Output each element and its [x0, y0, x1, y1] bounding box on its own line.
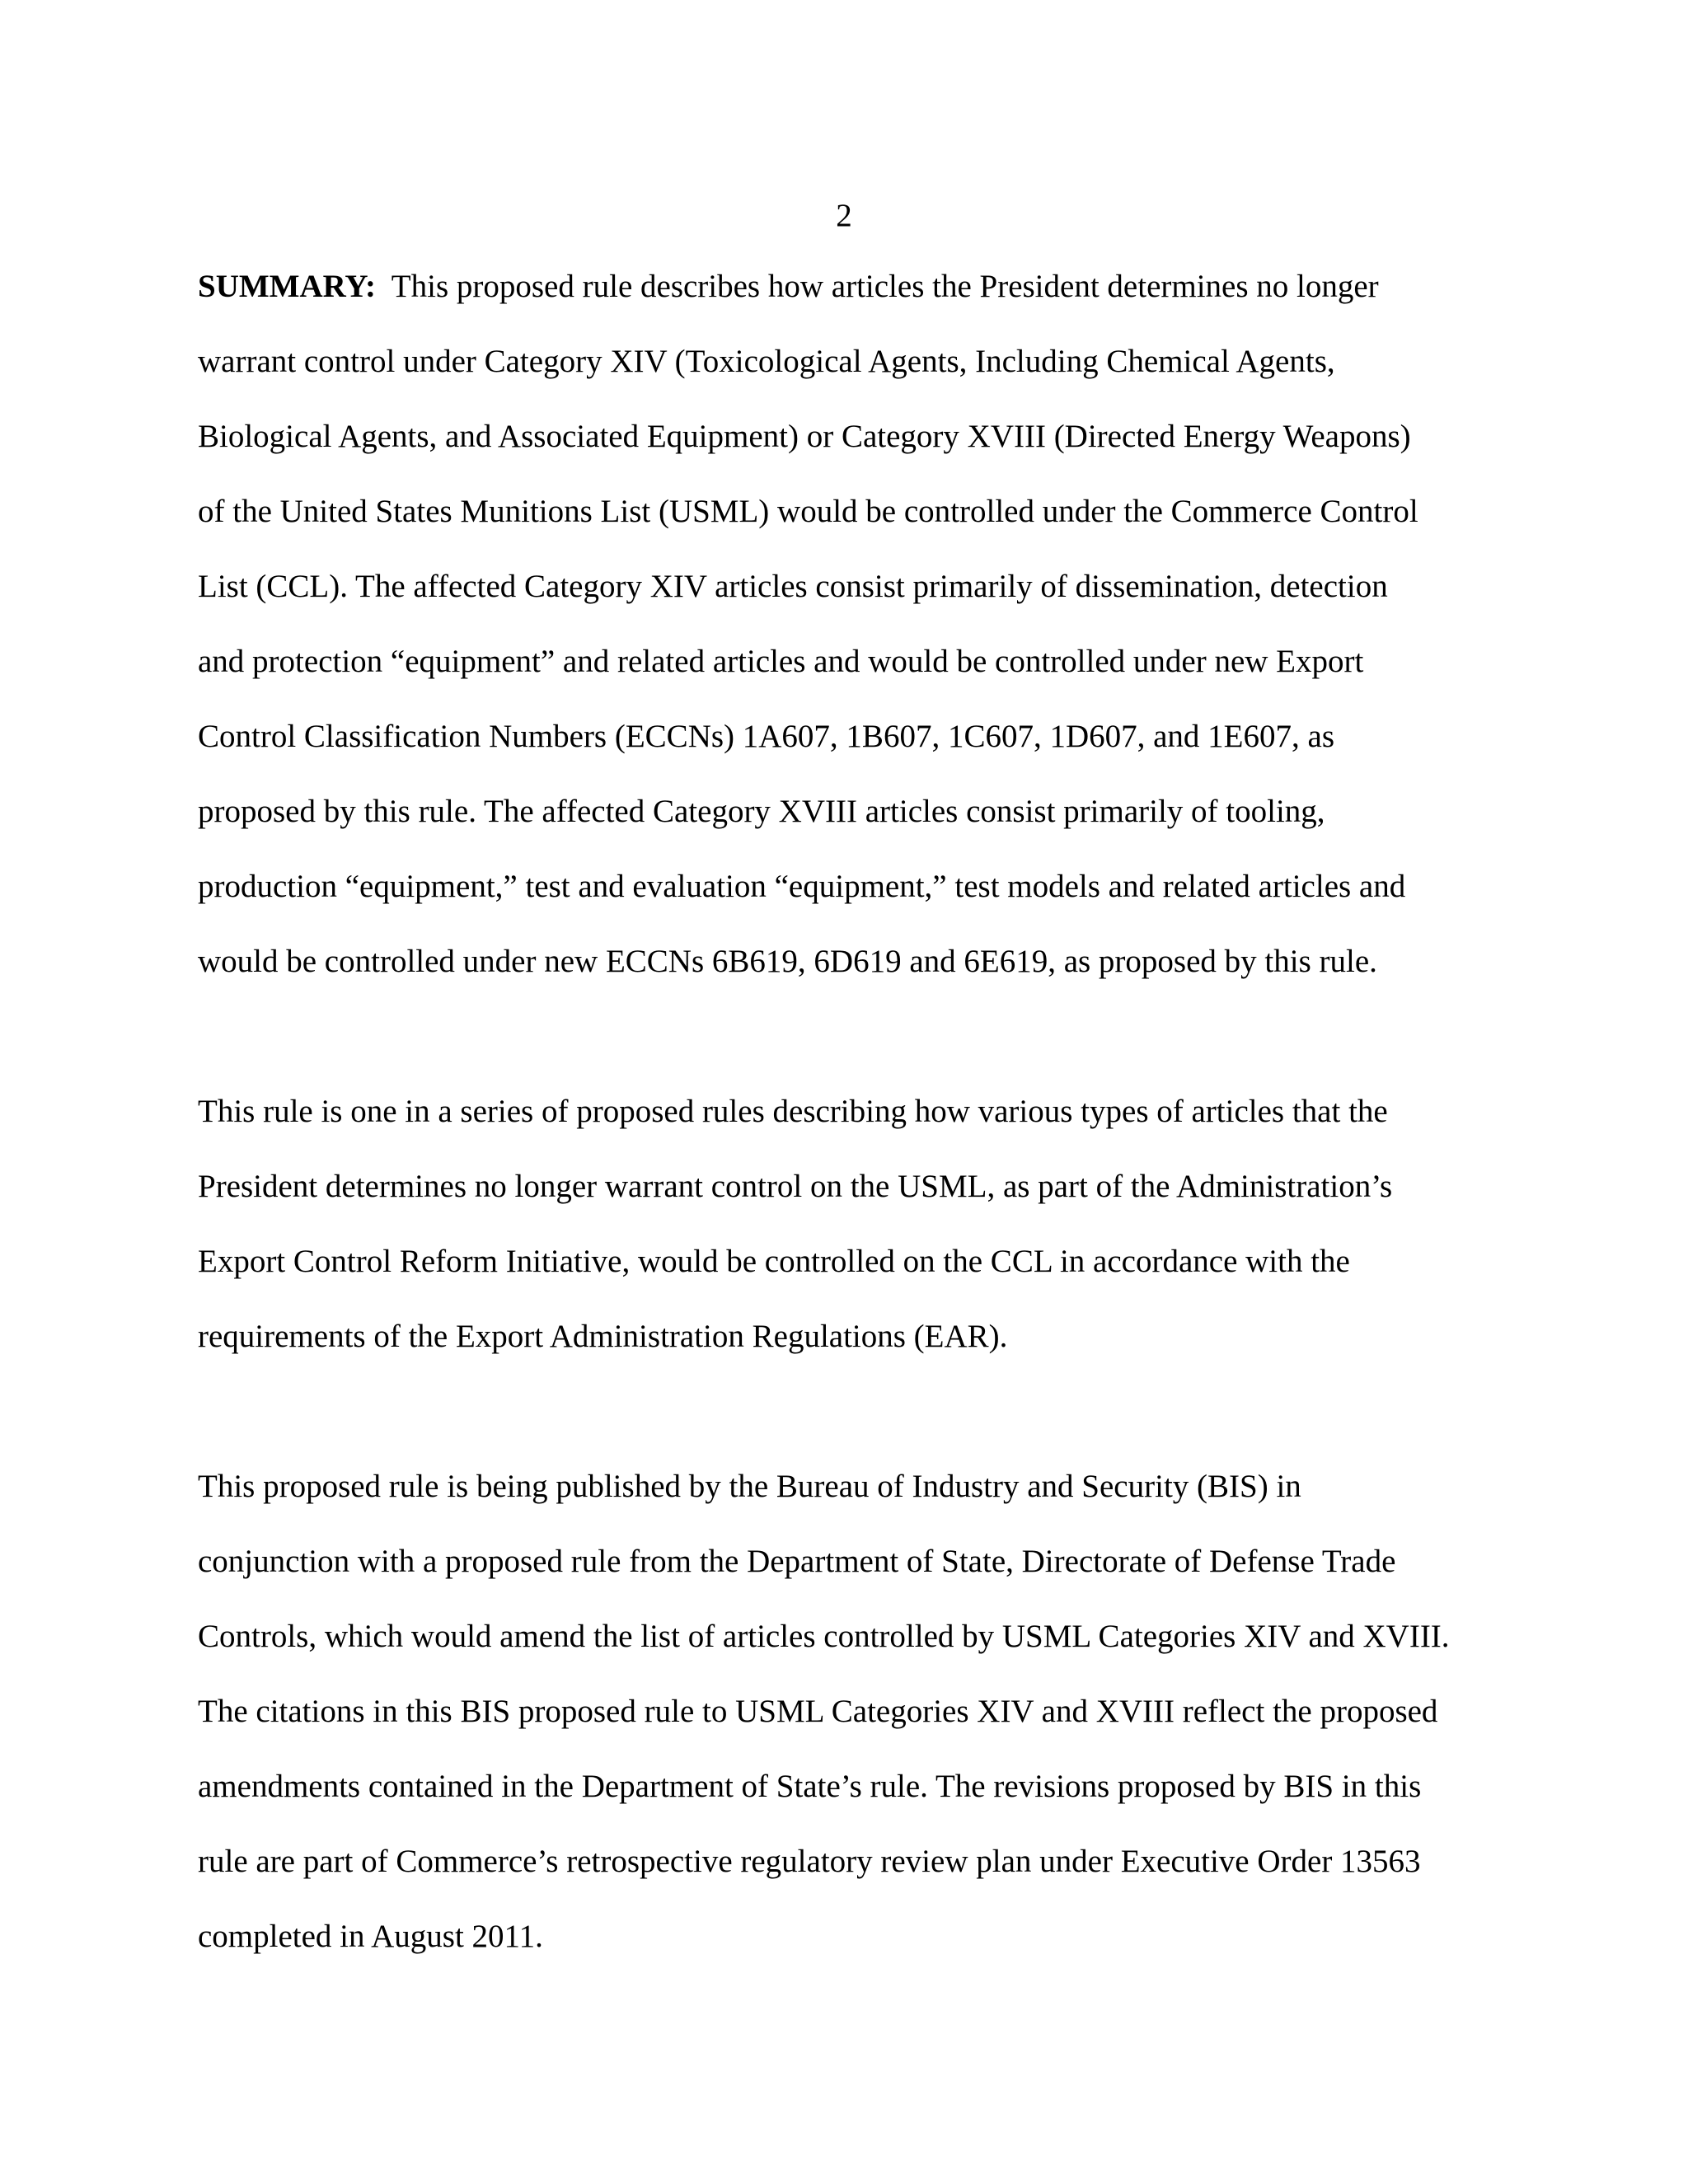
- paragraph2-line: Export Control Reform Initiative, would be controlled on the CCL in accordance with the: [198, 1244, 1350, 1279]
- paragraph2-line: President determines no longer warrant control on the USML, as part of the Administration’s: [198, 1169, 1393, 1204]
- paragraph1-line: List (CCL). The affected Category XIV articles consist primarily of dissemination, detection: [198, 569, 1388, 604]
- paragraph1-line: proposed by this rule. The affected Category XVIII articles consist primarily of tooling,: [198, 794, 1325, 829]
- paragraph1-line: This proposed rule describes how articles the President determines no longer: [376, 269, 1379, 304]
- paragraph3-line: amendments contained in the Department of State’s rule. The revisions proposed by BIS in this: [198, 1769, 1422, 1804]
- summary-label: SUMMARY:: [198, 269, 377, 304]
- paragraph1-line: and protection “equipment” and related articles and would be controlled under new Export: [198, 644, 1364, 679]
- paragraph3-line: completed in August 2011.: [198, 1919, 543, 1954]
- paragraph2-line: This rule is one in a series of proposed rules describing how various types of articles that the: [198, 1094, 1388, 1129]
- paragraph1-line: Control Classification Numbers (ECCNs) 1A607, 1B607, 1C607, 1D607, and 1E607, as: [198, 719, 1334, 754]
- paragraph3-line: rule are part of Commerce’s retrospective regulatory review plan under Executive Order 13563: [198, 1844, 1421, 1879]
- paragraph1-line: Biological Agents, and Associated Equipment) or Category XVIII (Directed Energy Weapons): [198, 419, 1411, 454]
- paragraph3-line: conjunction with a proposed rule from the Department of State, Directorate of Defense Trade: [198, 1544, 1396, 1579]
- paragraph1-line: warrant control under Category XIV (Toxicological Agents, Including Chemical Agents,: [198, 344, 1335, 379]
- paragraph1-line: would be controlled under new ECCNs 6B619, 6D619 and 6E619, as proposed by this rule.: [198, 944, 1377, 979]
- paragraph1-line: of the United States Munitions List (USML) would be controlled under the Commerce Control: [198, 494, 1418, 529]
- paragraph3-line: This proposed rule is being published by the Bureau of Industry and Security (BIS) in: [198, 1469, 1301, 1504]
- summary-line: [198, 267, 1379, 307]
- paragraph3-line: The citations in this BIS proposed rule to USML Categories XIV and XVIII reflect the proposed: [198, 1694, 1438, 1729]
- paragraph1-line: production “equipment,” test and evaluation “equipment,” test models and related articles and: [198, 869, 1406, 904]
- paragraph2-line: requirements of the Export Administration Regulations (EAR).: [198, 1319, 1008, 1354]
- paragraph3-line: Controls, which would amend the list of articles controlled by USML Categories XIV and XVIII.: [198, 1619, 1450, 1654]
- page-number: 2: [836, 198, 852, 233]
